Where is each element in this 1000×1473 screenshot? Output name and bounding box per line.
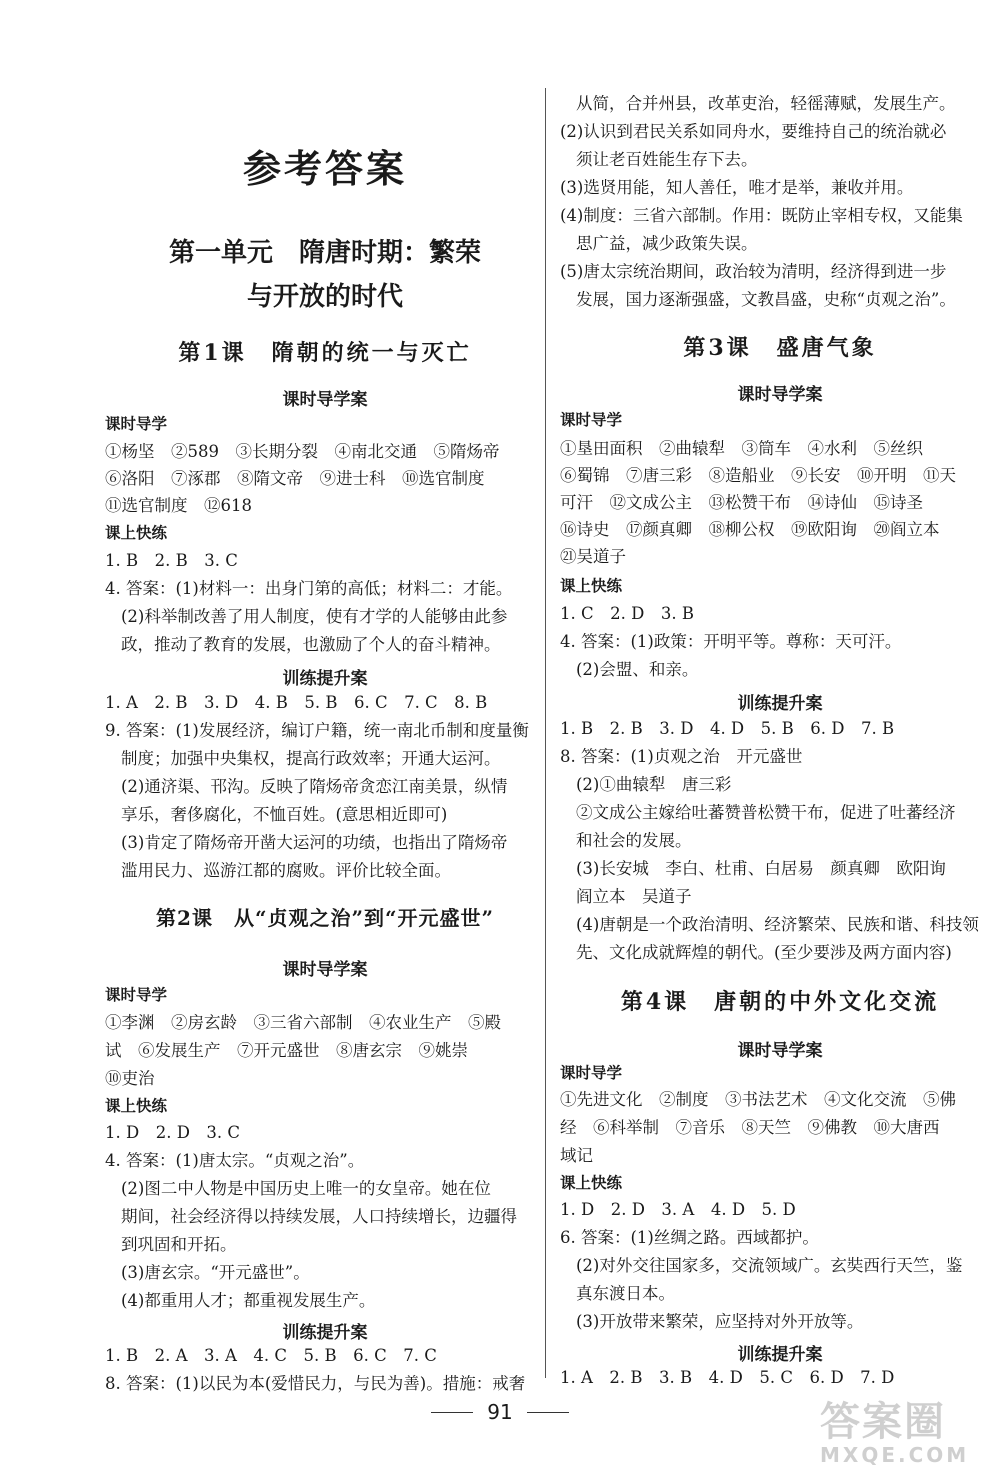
lesson2-title: 第2课 从“贞观之治”到“开元盛世” (156, 906, 494, 930)
lesson4-title: 第4课 唐朝的中外文化交流 (620, 989, 940, 1015)
lesson3-guide-line: ⑯诗史 ⑰颜真卿 ⑱柳公权 ⑲欧阳询 ⑳阎立本 (560, 520, 940, 539)
lesson4-quick-line: (3)开放带来繁荣，应坚持对外开放等。 (576, 1312, 864, 1331)
lesson2-quick-line: (4)都重用人才；都重视发展生产。 (121, 1291, 376, 1310)
lesson3-train-line: (2)①曲辕犁 唐三彩 (576, 775, 732, 794)
lesson4-guide-label: 课时导学 (560, 1064, 623, 1082)
watermark-logo (820, 1390, 995, 1470)
lesson3-guide-line: ①垦田面积 ②曲辕犁 ③筒车 ④水利 ⑤丝织 (560, 439, 923, 458)
page-number: 91 (487, 1400, 513, 1424)
lesson1-guide-line: ⑥洛阳 ⑦涿郡 ⑧隋文帝 ⑨进士科 ⑩选官制度 (105, 469, 485, 488)
lesson1-train-line: (3)肯定了隋炀帝开凿大运河的功绩，也指出了隋炀帝 (121, 833, 508, 852)
lesson1-quick-line: 政，推动了教育的发展，也激励了个人的奋斗精神。 (121, 635, 501, 654)
lesson1-train-line: (2)通济渠、邗沟。反映了隋炀帝贪恋江南美景，纵情 (121, 777, 508, 796)
lesson1-train-line: 制度；加强中央集权，提高行政效率；开通大运河。 (121, 749, 501, 768)
lesson1-guide-label: 课时导学 (105, 415, 168, 433)
lesson2-cont-line: (2)认识到君民关系如同舟水，要维持自己的统治就必 (560, 122, 947, 141)
lesson2-guide-line: ⑩吏治 (105, 1069, 155, 1088)
lesson3-guide-line: ⑥蜀锦 ⑦唐三彩 ⑧造船业 ⑨长安 ⑩开明 ⑪天 (560, 466, 956, 485)
lesson4-quick-label: 课上快练 (560, 1174, 623, 1192)
lesson1-title: 第1课 隋朝的统一与灭亡 (178, 340, 472, 366)
lesson1-guide-line: ⑪选官制度 ⑫618 (105, 496, 252, 515)
lesson2-quick-line: 期间，社会经济得以持续发展，人口持续增长，边疆得 (121, 1207, 517, 1226)
lesson2-cont-line: (4)制度：三省六部制。作用：既防止宰相专权，又能集 (560, 206, 963, 225)
lesson1-quick-line: 1. B 2. B 3. C (105, 551, 238, 570)
lesson2-cont-line: (3)选贤用能，知人善任，唯才是举，兼收并用。 (560, 178, 914, 197)
page-number-rule-right (527, 1412, 569, 1413)
lesson1-train-line: 1. A 2. B 3. D 4. B 5. B 6. C 7. C 8. B (105, 693, 488, 712)
lesson2-cont-line: 发展，国力逐渐强盛，文教昌盛，史称“贞观之治”。 (576, 290, 956, 309)
lesson3-guide-line: 可汗 ⑫文成公主 ⑬松赞干布 ⑭诗仙 ⑮诗圣 (560, 493, 923, 512)
lesson1-guide-heading: 课时导学案 (282, 390, 368, 410)
lesson3-train-line: 1. B 2. B 3. D 4. D 5. B 6. D 7. B (560, 719, 895, 738)
lesson3-title: 第3课 盛唐气象 (683, 335, 877, 361)
lesson3-train-line: ②文成公主嫁给吐蕃赞普松赞干布，促进了吐蕃经济 (576, 803, 956, 822)
lesson4-quick-line: 6. 答案：(1)丝绸之路。西域都护。 (560, 1228, 819, 1247)
page-number-rule-left (431, 1412, 473, 1413)
lesson2-guide-label: 课时导学 (105, 986, 168, 1004)
watermark-text: 答案圈 (820, 1399, 946, 1445)
lesson2-guide-line: 试 ⑥发展生产 ⑦开元盛世 ⑧唐玄宗 ⑨姚崇 (105, 1041, 468, 1060)
lesson4-guide-line: ①先进文化 ②制度 ③书法艺术 ④文化交流 ⑤佛 (560, 1090, 956, 1109)
lesson3-guide-label: 课时导学 (560, 411, 623, 429)
lesson4-train-line: 1. A 2. B 3. B 4. D 5. C 6. D 7. D (560, 1368, 895, 1387)
lesson1-train-line: 享乐，奢侈腐化，不恤百姓。(意思相近即可) (121, 805, 448, 824)
lesson4-quick-line: (2)对外交往国家多，交流领域广。玄奘西行天竺，鉴 (576, 1256, 963, 1275)
lesson3-quick-label: 课上快练 (560, 577, 623, 595)
watermark-url: MXQE.COM (820, 1443, 970, 1467)
lesson1-guide-line: ①杨坚 ②589 ③长期分裂 ④南北交通 ⑤隋炀帝 (105, 442, 500, 461)
lesson4-train-heading: 训练提升案 (737, 1345, 823, 1365)
lesson4-guide-heading: 课时导学案 (737, 1041, 823, 1061)
lesson2-cont-line: 须让老百姓能生存下去。 (576, 150, 758, 169)
page-title: 参考答案 (242, 146, 407, 191)
lesson3-train-line: 阎立本 吴道子 (576, 887, 692, 906)
lesson3-train-line: 和社会的发展。 (576, 831, 692, 850)
lesson3-train-line: 先、文化成就辉煌的朝代。(至少要涉及两方面内容) (576, 943, 952, 962)
lesson2-quick-line: (3)唐玄宗。“开元盛世”。 (121, 1263, 310, 1282)
lesson2-quick-line: 1. D 2. D 3. C (105, 1123, 241, 1142)
column-divider (545, 88, 546, 1378)
lesson2-train-line: 1. B 2. A 3. A 4. C 5. B 6. C 7. C (105, 1346, 437, 1365)
lesson4-guide-line: 域记 (560, 1146, 593, 1165)
unit-title-line2: 与开放的时代 (246, 282, 403, 312)
lesson2-quick-line: (2)图二中人物是中国历史上唯一的女皇帝。她在位 (121, 1179, 491, 1198)
lesson1-quick-label: 课上快练 (105, 524, 168, 542)
lesson1-train-line: 滥用民力、巡游江都的腐败。评价比较全面。 (121, 861, 451, 880)
lesson2-guide-line: ①李渊 ②房玄龄 ③三省六部制 ④农业生产 ⑤殿 (105, 1013, 501, 1032)
lesson1-train-heading: 训练提升案 (282, 669, 368, 689)
lesson3-quick-line: 1. C 2. D 3. B (560, 604, 694, 623)
lesson2-quick-label: 课上快练 (105, 1097, 168, 1115)
lesson3-train-heading: 训练提升案 (737, 694, 823, 714)
lesson1-train-line: 9. 答案：(1)发展经济，编订户籍，统一南北币制和度量衡 (105, 721, 529, 740)
lesson2-train-heading: 训练提升案 (282, 1323, 368, 1343)
lesson3-quick-line: 4. 答案：(1)政策：开明平等。尊称：天可汗。 (560, 632, 902, 651)
lesson3-train-line: (4)唐朝是一个政治清明、经济繁荣、民族和谐、科技领 (576, 915, 979, 934)
lesson2-quick-line: 4. 答案：(1)唐太宗。“贞观之治”。 (105, 1151, 365, 1170)
lesson3-train-line: 8. 答案：(1)贞观之治 开元盛世 (560, 747, 803, 766)
lesson2-guide-heading: 课时导学案 (282, 960, 368, 980)
lesson3-train-line: (3)长安城 李白、杜甫、白居易 颜真卿 欧阳询 (576, 859, 946, 878)
lesson4-quick-line: 真东渡日本。 (576, 1284, 675, 1303)
lesson3-quick-line: (2)会盟、和亲。 (576, 660, 699, 679)
lesson4-guide-line: 经 ⑥科举制 ⑦音乐 ⑧天竺 ⑨佛教 ⑩大唐西 (560, 1118, 940, 1137)
lesson2-train-line: 8. 答案：(1)以民为本(爱惜民力，与民为善)。措施：戒奢 (105, 1374, 526, 1393)
unit-title-line1: 第一单元 隋唐时期：繁荣 (168, 238, 481, 268)
lesson1-quick-line: 4. 答案：(1)材料一：出身门第的高低；材料二：才能。 (105, 579, 513, 598)
lesson3-guide-line: ㉑吴道子 (560, 547, 626, 566)
lesson2-cont-line: 从简，合并州县，改革吏治，轻徭薄赋，发展生产。 (576, 94, 956, 113)
lesson4-quick-line: 1. D 2. D 3. A 4. D 5. D (560, 1200, 796, 1219)
lesson2-quick-line: 到巩固和开拓。 (121, 1235, 237, 1254)
lesson3-guide-heading: 课时导学案 (737, 385, 823, 405)
lesson1-quick-line: (2)科举制改善了用人制度，使有才学的人能够由此参 (121, 607, 508, 626)
lesson2-cont-line: (5)唐太宗统治期间，政治较为清明，经济得到进一步 (560, 262, 947, 281)
lesson2-cont-line: 思广益，减少政策失误。 (576, 234, 758, 253)
